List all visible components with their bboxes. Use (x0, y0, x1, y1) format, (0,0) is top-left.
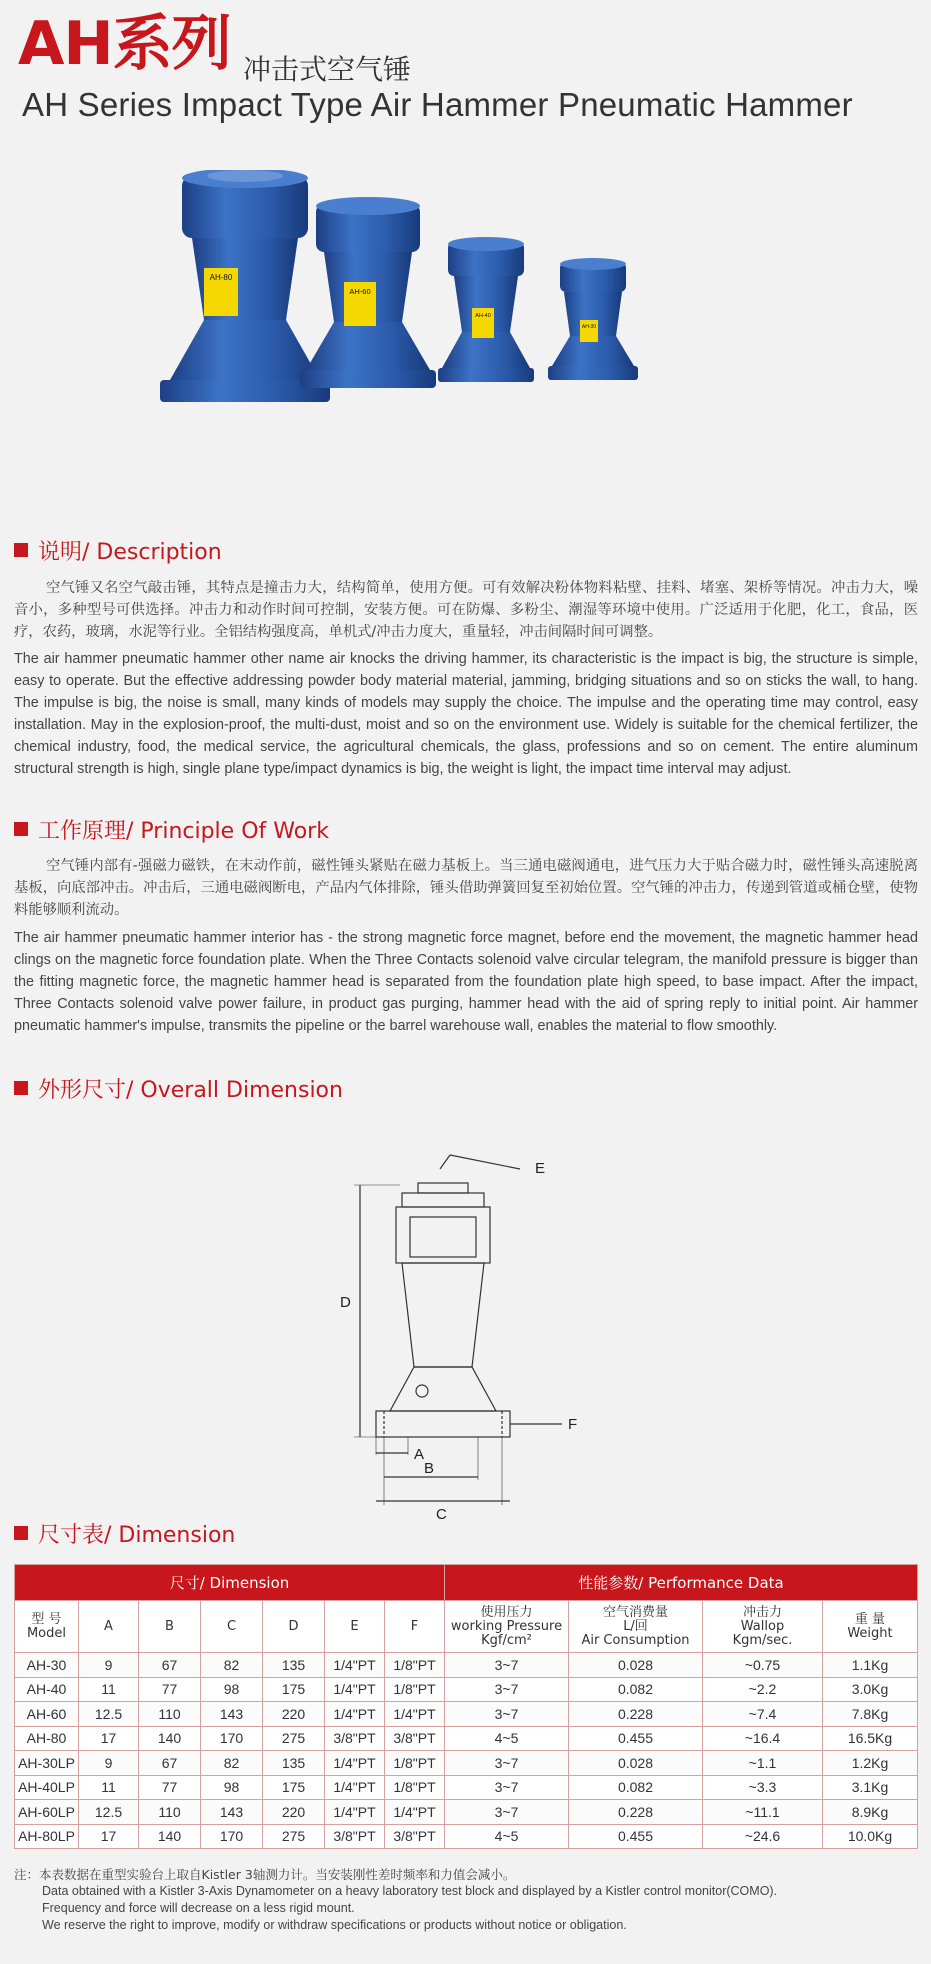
label-ah30: AH-30 (581, 324, 597, 330)
table-cell: 17 (79, 1726, 139, 1751)
table-cell: 140 (139, 1726, 201, 1751)
note-line-1: 注：本表数据在重型实验台上取自Kistler 3轴测力计。当安装刚性差时频率和力值会减小。 (14, 1867, 516, 1882)
table-cell: AH-80 (15, 1726, 79, 1751)
table-cell: AH-30 (15, 1653, 79, 1678)
col-weight-cn: 重 量 (854, 1611, 886, 1627)
table-cell: 3~7 (445, 1702, 569, 1727)
col-air (569, 1601, 703, 1653)
table-cell: 3/8"PT (385, 1824, 445, 1849)
table-cell: AH-40 (15, 1677, 79, 1702)
table-cell: 1/4"PT (325, 1775, 385, 1800)
table-cell: ~24.6 (703, 1824, 823, 1849)
table-cell: 0.028 (569, 1653, 703, 1678)
col-pressure-unit: Kgf/cm² (481, 1632, 532, 1648)
hammer-ah30 (548, 258, 638, 380)
table-cell: 82 (201, 1653, 263, 1678)
table-cell: 143 (201, 1800, 263, 1825)
table-cell: 3~7 (445, 1677, 569, 1702)
table-row (15, 1726, 918, 1751)
table-cell: 1/8"PT (385, 1653, 445, 1678)
col-c: C (201, 1601, 263, 1653)
principle-cn: 空气锤内部有-强磁力磁铁，在末动作前，磁性锤头紧贴在磁力基板上。当三通电磁阀通电，进气压力大于贴合磁力时，磁性锤头高速脱离基板，向底部冲击。冲击后，三通电磁阀断电，产品内气体排除，锤头借助弹簧回复至初始位置。空气锤的冲击力，传递到管道或桶仓壁，使物料能够顺利流动。 (14, 858, 918, 918)
hammer-ah60 (300, 197, 436, 388)
table-row (15, 1677, 918, 1702)
table-cell: 0.455 (569, 1726, 703, 1751)
table-cell: 175 (263, 1775, 325, 1800)
table-row (15, 1751, 918, 1776)
table-cell: 135 (263, 1653, 325, 1678)
table-cell: 17 (79, 1824, 139, 1849)
col-model (15, 1601, 79, 1653)
label-ah60: AH-60 (349, 287, 371, 296)
table-cell: 0.228 (569, 1702, 703, 1727)
label-ah40: AH-40 (475, 313, 491, 319)
table-cell: 1/4"PT (325, 1677, 385, 1702)
table-cell: ~7.4 (703, 1702, 823, 1727)
col-f: F (385, 1601, 445, 1653)
principle-en: The air hammer pneumatic hammer interior has - the strong magnetic force magnet, before end the movement, the magnetic hammer head clings on the magnetic force foundation plate. When the Three Contacts solenoid valve circular telegram, the manifold pressure is bigger than the fitting magnetic force, the magnetic hammer head is separated from the foundation plate high speed, to base impact. After the impact, Three Contacts solenoid valve power failure, in product gas purging, hammer head with the aid of spring reply to initial point. Air hammer pneumatic hammer's impulse, transmits the pipeline or the barrel warehouse wall, enables the material to flow smoothly. (14, 930, 918, 1034)
table-cell: 8.9Kg (823, 1800, 918, 1825)
table-cell: 67 (139, 1751, 201, 1776)
table-cell: 3.1Kg (823, 1775, 918, 1800)
label-ah80: AH-80 (209, 273, 233, 282)
table-cell: 82 (201, 1751, 263, 1776)
table-cell: ~3.3 (703, 1775, 823, 1800)
col-pressure (445, 1601, 569, 1653)
page-title-cn: AH系列 (18, 9, 231, 79)
table-cell: 11 (79, 1775, 139, 1800)
table-cell: 1/4"PT (385, 1800, 445, 1825)
table-cell: 1/4"PT (385, 1702, 445, 1727)
label-a: A (414, 1446, 425, 1463)
table-cell: 7.8Kg (823, 1702, 918, 1727)
table-cell: 12.5 (79, 1800, 139, 1825)
table-cell: 12.5 (79, 1702, 139, 1727)
table-cell: AH-60LP (15, 1800, 79, 1825)
page-subtitle-cn: 冲击式空气锤 (243, 53, 412, 86)
table-row (15, 1775, 918, 1800)
table-cell: 9 (79, 1751, 139, 1776)
col-wallop (703, 1601, 823, 1653)
table-cell: ~16.4 (703, 1726, 823, 1751)
table-cell: 140 (139, 1824, 201, 1849)
principle-heading (14, 814, 329, 844)
table-cell: ~11.1 (703, 1800, 823, 1825)
table-cell: ~0.75 (703, 1653, 823, 1678)
note-line-2: Data obtained with a Kistler 3-Axis Dynamometer on a heavy laboratory test block and displayed by a Kistler control monitor(COMO). (42, 1884, 778, 1898)
col-b: B (139, 1601, 201, 1653)
label-f: F (568, 1416, 578, 1433)
table-cell: ~2.2 (703, 1677, 823, 1702)
table-cell: 220 (263, 1800, 325, 1825)
table-cell: 3/8"PT (325, 1824, 385, 1849)
col-wallop-en: Wallop (740, 1618, 785, 1634)
table-cell: 77 (139, 1775, 201, 1800)
table-column-header (15, 1601, 918, 1653)
table-cell: 1/4"PT (325, 1702, 385, 1727)
table-cell: 110 (139, 1702, 201, 1727)
heading-marker (14, 1526, 28, 1540)
label-c: C (436, 1506, 447, 1523)
table-cell: AH-30LP (15, 1751, 79, 1776)
table-cell: 275 (263, 1824, 325, 1849)
col-air-unit: L/回 (623, 1618, 648, 1634)
description-heading-text: 说明/ Description (38, 539, 222, 565)
group-dimension: 尺寸/ Dimension (15, 1565, 445, 1601)
table-cell: AH-80LP (15, 1824, 79, 1849)
table-cell: 3~7 (445, 1653, 569, 1678)
table-cell: 220 (263, 1702, 325, 1727)
hammer-ah80 (160, 170, 330, 402)
col-weight-en: Weight (847, 1625, 893, 1641)
overall-heading (14, 1073, 343, 1103)
table-cell: 110 (139, 1800, 201, 1825)
col-air-en: Air Consumption (581, 1632, 690, 1648)
table-row (15, 1702, 918, 1727)
table-cell: 0.228 (569, 1800, 703, 1825)
description-heading (14, 535, 222, 565)
dimension-heading-text: 尺寸表/ Dimension (38, 1522, 236, 1548)
table-cell: 98 (201, 1775, 263, 1800)
product-photo (160, 170, 800, 500)
label-e: E (535, 1160, 546, 1177)
overall-heading-text: 外形尺寸/ Overall Dimension (38, 1077, 343, 1103)
footnotes (14, 1866, 918, 1934)
description-cn: 空气锤又名空气敲击锤，其特点是撞击力大，结构简单，使用方便。可有效解决粉体物料粘壁、挂料、堵塞、架桥等情况。冲击力大，噪音小，多种型号可供选择。冲击力和动作时间可控制，安装方便。可在防爆、多粉尘、潮湿等环境中使用。广泛适用于化肥，化工，食品，医疗，农药，玻璃，水泥等行业。全铝结构强度高，单机式/冲击力度大，重量轻，冲击间隔时间可调整。 (14, 580, 918, 640)
table-group-header (15, 1565, 918, 1601)
table-cell: 77 (139, 1677, 201, 1702)
description-en: The air hammer pneumatic hammer other name air knocks the driving hammer, its characteristic is the impact is big, the structure is simple, easy to operate. But the effective addressing powder body material material, jamming, bridging situations and so on sticks the wall, to hang. The impulse is big, the noise is small, many kinds of models may supply the choice. The impulse and the operating time may control, easy installation. May in the explosion-proof, the multi-dust, moist and so on the environment use. Widely is suitable for the chemical fertilizer, the chemical industry, food, the medical service, the agricultural chemicals, the glass, professions and so on cement. The entire aluminum structural strength is high, single plane type/impact dynamics is big, the weight is light, the impact time interval may adjust. (14, 651, 918, 777)
col-a: A (79, 1601, 139, 1653)
table-cell: 16.5Kg (823, 1726, 918, 1751)
col-wallop-unit: Kgm/sec. (732, 1632, 793, 1648)
col-pressure-cn: 使用压力 (480, 1604, 533, 1620)
table-cell: 3~7 (445, 1800, 569, 1825)
col-weight (823, 1601, 918, 1653)
table-row (15, 1653, 918, 1678)
table-cell: 0.082 (569, 1775, 703, 1800)
table-cell: 275 (263, 1726, 325, 1751)
table-cell: 3.0Kg (823, 1677, 918, 1702)
table-cell: 9 (79, 1653, 139, 1678)
table-cell: 0.455 (569, 1824, 703, 1849)
table-cell: 1.1Kg (823, 1653, 918, 1678)
table-cell: 175 (263, 1677, 325, 1702)
label-b: B (424, 1460, 435, 1477)
col-pressure-en: working Pressure (450, 1618, 563, 1634)
principle-heading-text: 工作原理/ Principle Of Work (38, 818, 329, 844)
table-cell: 3/8"PT (385, 1726, 445, 1751)
col-model-cn: 型 号 (31, 1611, 62, 1627)
table-cell: 0.082 (569, 1677, 703, 1702)
note-line-3: Frequency and force will decrease on a less rigid mount. (42, 1901, 355, 1915)
table-cell: ~1.1 (703, 1751, 823, 1776)
dimension-table (14, 1564, 918, 1849)
note-line-4: We reserve the right to improve, modify or withdraw specifications or products without notice or obligation. (42, 1918, 627, 1932)
table-cell: 4~5 (445, 1726, 569, 1751)
col-wallop-cn: 冲击力 (742, 1604, 782, 1620)
table-cell: AH-60 (15, 1702, 79, 1727)
table-cell: 1/4"PT (325, 1751, 385, 1776)
table-row (15, 1800, 918, 1825)
heading-marker (14, 822, 28, 836)
table-cell: 1/8"PT (385, 1751, 445, 1776)
page-title-en: AH Series Impact Type Air Hammer Pneumatic Hammer (22, 86, 853, 123)
table-row (15, 1824, 918, 1849)
table-cell: 1/8"PT (385, 1677, 445, 1702)
col-air-cn: 空气消费量 (602, 1604, 668, 1620)
table-cell: 170 (201, 1726, 263, 1751)
dimension-heading (14, 1518, 235, 1548)
table-body (15, 1653, 918, 1849)
table-cell: 1/4"PT (325, 1653, 385, 1678)
table-cell: 11 (79, 1677, 139, 1702)
table-cell: AH-40LP (15, 1775, 79, 1800)
col-model-en: Model (26, 1625, 67, 1641)
group-performance: 性能参数/ Performance Data (445, 1565, 918, 1601)
table-cell: 10.0Kg (823, 1824, 918, 1849)
col-e: E (325, 1601, 385, 1653)
table-cell: 143 (201, 1702, 263, 1727)
table-cell: 170 (201, 1824, 263, 1849)
label-d: D (340, 1294, 351, 1311)
table-cell: 3~7 (445, 1751, 569, 1776)
table-cell: 0.028 (569, 1751, 703, 1776)
table-cell: 67 (139, 1653, 201, 1678)
table-cell: 98 (201, 1677, 263, 1702)
heading-marker (14, 1081, 28, 1095)
table-cell: 135 (263, 1751, 325, 1776)
hammer-ah40 (438, 237, 534, 382)
table-cell: 3/8"PT (325, 1726, 385, 1751)
col-d: D (263, 1601, 325, 1653)
table-cell: 4~5 (445, 1824, 569, 1849)
dimension-drawing (340, 1145, 600, 1525)
heading-marker (14, 543, 28, 557)
table-cell: 1.2Kg (823, 1751, 918, 1776)
table-cell: 1/8"PT (385, 1775, 445, 1800)
table-cell: 1/4"PT (325, 1800, 385, 1825)
table-cell: 3~7 (445, 1775, 569, 1800)
